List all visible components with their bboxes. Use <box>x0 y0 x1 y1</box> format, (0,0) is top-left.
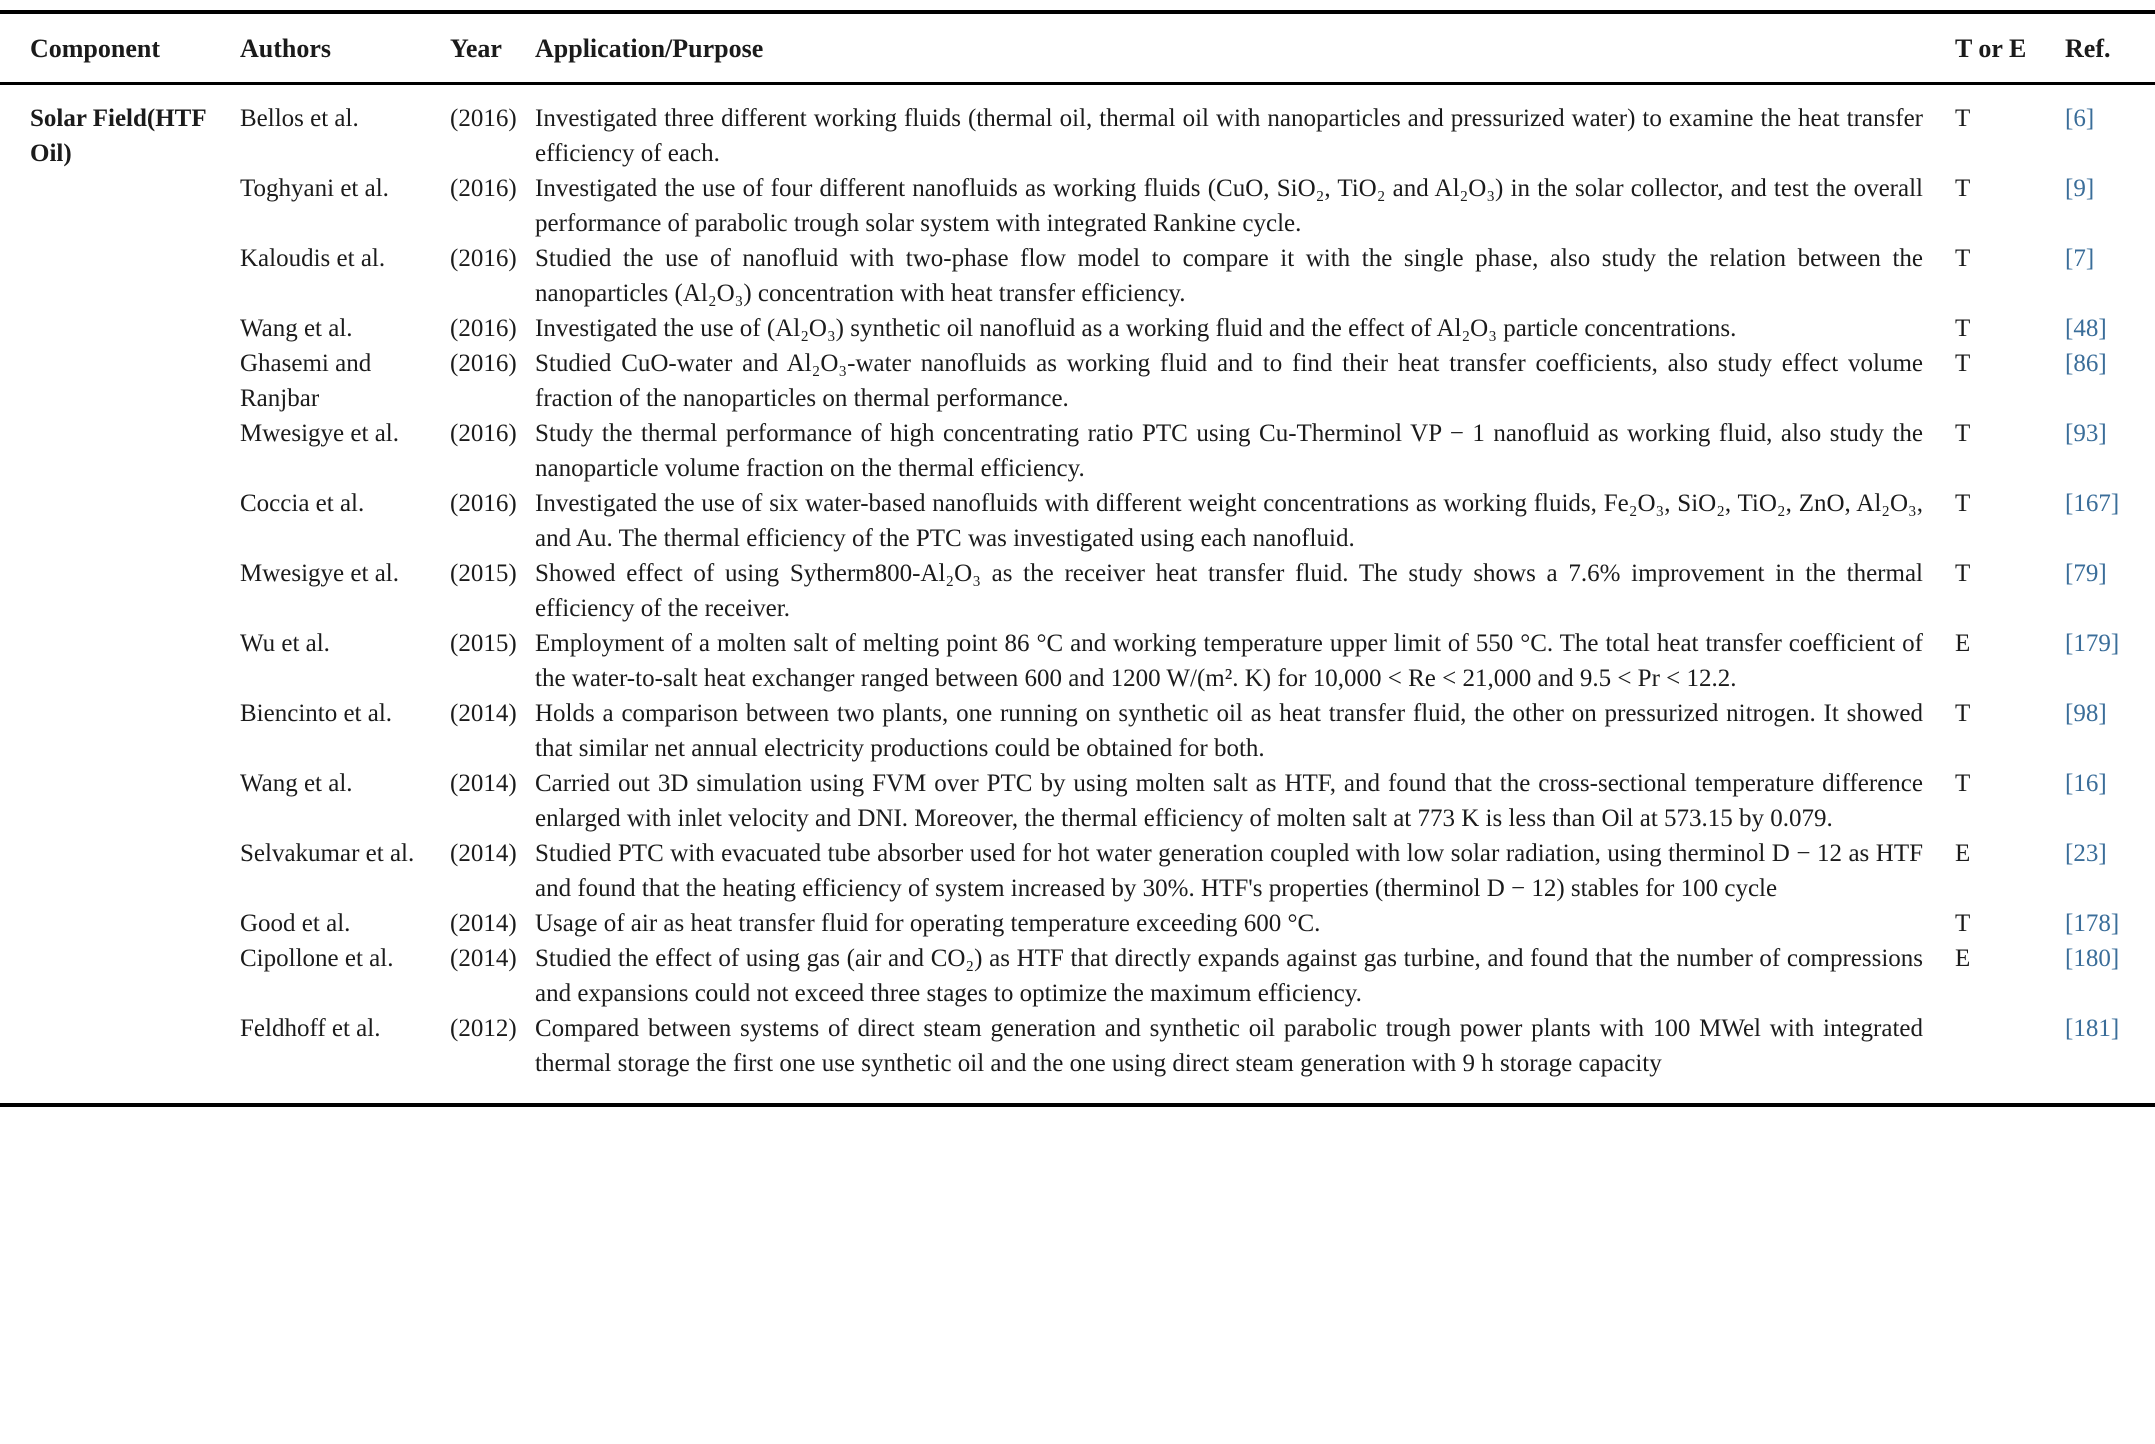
application-cell: Showed effect of using Sytherm800-Al₂O₃ as the receiver heat transfer fluid. The study shows a 7.6% improvement in the thermal efficiency of the receiver. <box>535 560 1923 622</box>
authors-cell: Feldhoff et al. <box>240 1015 381 1042</box>
application-cell: Studied CuO-water and Al₂O₃-water nanofluids as working fluid and to find their heat transfer coefficients, also study effect volume fraction of the nanoparticles on thermal performance. <box>535 350 1923 412</box>
authors-cell: Mwesigye et al. <box>240 560 399 587</box>
table-row <box>0 171 2155 241</box>
ref-cell <box>2065 84 2155 172</box>
ref-link[interactable]: [9] <box>2065 175 2095 202</box>
table-row <box>0 84 2155 172</box>
year-cell: (2016) <box>450 420 517 447</box>
col-header-component: Component <box>0 12 240 84</box>
table-header-row <box>0 12 2155 84</box>
col-header-application: Application/Purpose <box>535 12 1955 84</box>
year-cell: (2014) <box>450 945 517 972</box>
authors-cell: Kaloudis et al. <box>240 245 386 272</box>
t-or-e-cell: T <box>1955 770 1971 797</box>
table-row <box>0 836 2155 906</box>
authors-cell: Coccia et al. <box>240 490 365 517</box>
ref-link[interactable]: [98] <box>2065 700 2107 727</box>
ref-cell <box>2065 556 2155 626</box>
ref-cell <box>2065 486 2155 556</box>
year-cell: (2016) <box>450 245 517 272</box>
application-cell: Holds a comparison between two plants, one running on synthetic oil as heat transfer fluid, the other on pressurized nitrogen. It showed that similar net annual electricity productions could be obtained for both. <box>535 700 1923 762</box>
col-header-ref: Ref. <box>2065 12 2155 84</box>
ref-cell <box>2065 836 2155 906</box>
t-or-e-cell: T <box>1955 910 1971 937</box>
ref-link[interactable]: [7] <box>2065 245 2095 272</box>
t-or-e-cell: E <box>1955 840 1971 867</box>
t-or-e-cell <box>1955 1011 2065 1105</box>
table-row <box>0 696 2155 766</box>
year-cell: (2016) <box>450 105 517 132</box>
year-cell: (2015) <box>450 630 517 657</box>
ref-cell <box>2065 311 2155 346</box>
ref-link[interactable]: [48] <box>2065 315 2107 342</box>
col-header-year: Year <box>450 12 535 84</box>
application-cell: Investigated the use of four different nanofluids as working fluids (CuO, SiO₂, TiO₂ and Al₂O₃) in the solar collector, and test the overall performance of parabolic trough solar system with integrated Rankine cycle. <box>535 175 1923 237</box>
t-or-e-cell: E <box>1955 630 1971 657</box>
authors-cell: Toghyani et al. <box>240 175 389 202</box>
table-row <box>0 941 2155 1011</box>
year-cell: (2015) <box>450 560 517 587</box>
year-cell: (2016) <box>450 175 517 202</box>
t-or-e-cell: T <box>1955 490 1971 517</box>
authors-cell: Mwesigye et al. <box>240 420 399 447</box>
literature-review-table <box>0 10 2155 1107</box>
application-cell: Investigated the use of (Al₂O₃) synthetic oil nanofluid as a working fluid and the effect of Al₂O₃ particle concentrations. <box>535 315 1737 342</box>
t-or-e-cell: T <box>1955 420 1971 447</box>
ref-link[interactable]: [167] <box>2065 490 2120 517</box>
year-cell: (2012) <box>450 1015 517 1042</box>
table-row <box>0 1011 2155 1105</box>
application-cell: Investigated three different working fluids (thermal oil, thermal oil with nanoparticles and pressurized water) to examine the heat transfer efficiency of each. <box>535 105 1923 167</box>
ref-cell <box>2065 416 2155 486</box>
ref-cell <box>2065 766 2155 836</box>
application-cell: Studied the use of nanofluid with two-phase flow model to compare it with the single phase, also study the relation between the nanoparticles (Al₂O₃) concentration with heat transfer efficiency. <box>535 245 1923 307</box>
t-or-e-cell: T <box>1955 105 1971 132</box>
ref-link[interactable]: [23] <box>2065 840 2107 867</box>
year-cell: (2014) <box>450 700 517 727</box>
application-cell: Investigated the use of six water-based nanofluids with different weight concentrations as working fluids, Fe₂O₃, SiO₂, TiO₂, ZnO, Al₂O₃, and Au. The thermal efficiency of the PTC was investigated using each nanofluid. <box>535 490 1923 552</box>
ref-cell <box>2065 906 2155 941</box>
authors-cell: Wang et al. <box>240 770 353 797</box>
table-row <box>0 626 2155 696</box>
application-cell: Usage of air as heat transfer fluid for operating temperature exceeding 600 °C. <box>535 910 1321 937</box>
authors-cell: Biencinto et al. <box>240 700 393 727</box>
col-header-t-or-e: T or E <box>1955 12 2065 84</box>
ref-link[interactable]: [93] <box>2065 420 2107 447</box>
application-cell: Studied the effect of using gas (air and CO₂) as HTF that directly expands against gas turbine, and found that the number of compressions and expansions could not exceed three stages to optimize the maximum efficiency. <box>535 945 1923 1007</box>
year-cell: (2016) <box>450 315 517 342</box>
authors-cell: Cipollone et al. <box>240 945 394 972</box>
application-cell: Employment of a molten salt of melting point 86 °C and working temperature upper limit of 550 °C. The total heat transfer coefficient of the water-to-salt heat exchanger ranged between 600 and 1200 W/(m². K) for 10,000 < Re < 21,000 and 9.5 < Pr < 12.2. <box>535 630 1923 692</box>
table-row <box>0 346 2155 416</box>
ref-link[interactable]: [86] <box>2065 350 2107 377</box>
ref-cell <box>2065 346 2155 416</box>
table-row <box>0 556 2155 626</box>
table-row <box>0 311 2155 346</box>
t-or-e-cell: T <box>1955 350 1971 377</box>
ref-cell <box>2065 696 2155 766</box>
year-cell: (2014) <box>450 840 517 867</box>
t-or-e-cell: T <box>1955 560 1971 587</box>
t-or-e-cell: T <box>1955 175 1971 202</box>
year-cell: (2016) <box>450 490 517 517</box>
ref-link[interactable]: [180] <box>2065 945 2120 972</box>
application-cell: Carried out 3D simulation using FVM over PTC by using molten salt as HTF, and found that the cross-sectional temperature difference enlarged with inlet velocity and DNI. Moreover, the thermal efficiency of molten salt at 773 K is less than Oil at 573.15 by 0.079. <box>535 770 1923 832</box>
ref-cell <box>2065 171 2155 241</box>
table-row <box>0 766 2155 836</box>
table-row <box>0 906 2155 941</box>
year-cell: (2014) <box>450 770 517 797</box>
ref-cell <box>2065 626 2155 696</box>
authors-cell: Wu et al. <box>240 630 330 657</box>
authors-cell: Bellos et al. <box>240 105 359 132</box>
year-cell: (2016) <box>450 350 517 377</box>
authors-cell: Good et al. <box>240 910 351 937</box>
ref-cell <box>2065 941 2155 1011</box>
table-row <box>0 416 2155 486</box>
ref-link[interactable]: [6] <box>2065 105 2095 132</box>
ref-cell <box>2065 241 2155 311</box>
year-cell: (2014) <box>450 910 517 937</box>
t-or-e-cell: T <box>1955 700 1971 727</box>
application-cell: Compared between systems of direct steam generation and synthetic oil parabolic trough power plants with 100 MWel with integrated thermal storage the first one use synthetic oil and the one using direct steam generation with 9 h storage capacity <box>535 1015 1923 1077</box>
application-cell: Studied PTC with evacuated tube absorber used for hot water generation coupled with low solar radiation, using therminol D − 12 as HTF and found that the heating efficiency of system increased by 30%. HTF's properties (therminol D − 12) stables for 100 cycle <box>535 840 1923 902</box>
authors-cell: Ghasemi and Ranjbar <box>240 350 372 412</box>
table-row <box>0 241 2155 311</box>
authors-cell: Wang et al. <box>240 315 353 342</box>
ref-cell <box>2065 1011 2155 1105</box>
ref-link[interactable]: [16] <box>2065 770 2107 797</box>
t-or-e-cell: T <box>1955 245 1971 272</box>
ref-link[interactable]: [179] <box>2065 630 2120 657</box>
col-header-authors: Authors <box>240 12 450 84</box>
t-or-e-cell: T <box>1955 315 1971 342</box>
t-or-e-cell: E <box>1955 945 1971 972</box>
component-cell: Solar Field(HTF Oil) <box>30 105 206 167</box>
table-row <box>0 486 2155 556</box>
authors-cell: Selvakumar et al. <box>240 840 415 867</box>
application-cell: Study the thermal performance of high concentrating ratio PTC using Cu-Therminol VP − 1 nanofluid as working fluid, also study the nanoparticle volume fraction on the thermal efficiency. <box>535 420 1923 482</box>
ref-link[interactable]: [178] <box>2065 910 2120 937</box>
ref-link[interactable]: [181] <box>2065 1015 2120 1042</box>
ref-link[interactable]: [79] <box>2065 560 2107 587</box>
